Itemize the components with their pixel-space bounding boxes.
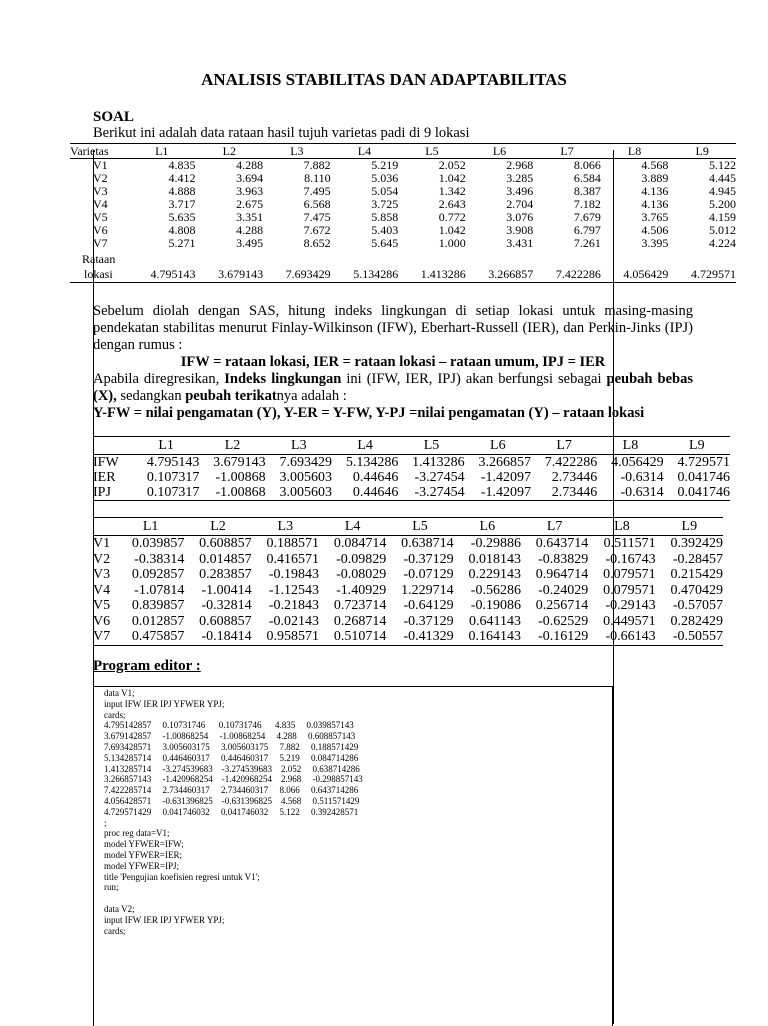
deviation-cell: 0.092857	[131, 567, 185, 582]
table-cell: 3.889	[641, 171, 669, 185]
deviation-header-l4: L4	[319, 518, 386, 536]
table-cell: 2.675	[236, 197, 264, 211]
deviation-cell: 0.470429	[670, 582, 723, 598]
deviation-cell: 0.268714	[333, 613, 387, 629]
mean-value: 4.795143	[128, 266, 196, 283]
index-header-l9: L9	[664, 437, 730, 455]
deviation-cell: 0.449571	[603, 613, 656, 629]
table-cell: 7.882	[303, 158, 331, 172]
deviation-cell: -0.16129	[521, 629, 588, 645]
deviation-cell: 0.723714	[333, 598, 387, 613]
table-cell: 2.643	[438, 197, 466, 211]
index-label: IER	[93, 470, 116, 485]
table-cell: 7.495	[303, 184, 331, 198]
table-cell: 8.066	[573, 158, 601, 172]
mean-value: 4.056429	[601, 266, 669, 283]
index-cell: 3.679143	[213, 455, 266, 470]
deviation-cell: 0.641143	[468, 613, 521, 629]
index-row	[93, 455, 730, 471]
deviation-cell: 0.039857	[131, 536, 185, 551]
deviation-cell: 0.608857	[199, 613, 252, 629]
deviation-cell: 0.012857	[131, 613, 185, 629]
variety-label: V7	[93, 629, 117, 645]
table-cell: 1.042	[438, 171, 466, 185]
variety-label: V1	[93, 536, 111, 551]
index-cell: -0.6314	[597, 485, 663, 501]
table-cell: 5.403	[371, 223, 399, 237]
mean-value: 3.679143	[196, 266, 264, 283]
table-cell: 4.159	[709, 210, 736, 224]
deviation-table	[93, 517, 723, 646]
deviation-cell: -0.29886	[470, 536, 521, 551]
empty-cell	[398, 250, 466, 266]
mean-row	[70, 266, 736, 283]
table-cell: 3.431	[506, 236, 534, 250]
table-cell: 7.261	[573, 236, 601, 250]
index-cell: -1.00868	[215, 470, 266, 485]
deviation-header-l6: L6	[454, 518, 521, 536]
mean-value: 7.693429	[263, 266, 331, 283]
p2-part-c: ini (IFW, IER, IPJ) akan berfungsi sebagai	[341, 371, 607, 387]
table-cell: 3.496	[506, 184, 534, 198]
index-cell: 0.041746	[677, 470, 730, 485]
soal-heading: SOAL	[93, 109, 134, 125]
mean-value: 4.729571	[668, 266, 736, 283]
deviation-table-header	[93, 518, 723, 536]
table-cell: 8.652	[303, 236, 331, 250]
deviation-cell: -0.41329	[386, 629, 453, 645]
deviation-cell: -1.07814	[134, 582, 185, 598]
table-cell: 4.568	[641, 158, 669, 172]
deviation-cell: 0.164143	[454, 629, 521, 645]
deviation-cell: 0.079571	[603, 567, 656, 582]
index-table	[93, 436, 730, 501]
variety-label: V6	[93, 613, 111, 629]
deviation-cell: -0.56286	[470, 582, 521, 598]
deviation-cell: 0.475857	[117, 629, 184, 645]
explanation-paragraph-2	[93, 371, 693, 405]
empty-cell	[601, 250, 669, 266]
deviation-cell: 0.215429	[670, 567, 723, 582]
table-cell: 5.036	[371, 171, 399, 185]
table-cell: 1.342	[438, 184, 466, 198]
deviation-cell: 0.958571	[252, 629, 319, 645]
intro-text: Berikut ini adalah data rataan hasil tujuh varietas padi di 9 lokasi	[93, 125, 470, 141]
mean-label-line-2: lokasi	[70, 266, 128, 283]
deviation-cell: 1.229714	[401, 582, 454, 598]
header-l4: L4	[331, 144, 399, 159]
deviation-row	[93, 583, 723, 599]
index-cell: 4.729571	[677, 455, 730, 470]
variety-label: V3	[93, 184, 108, 198]
index-cell: 2.73446	[531, 485, 597, 501]
table-cell: 6.584	[573, 171, 601, 185]
index-cell: 3.266857	[478, 455, 531, 470]
table-cell: 2.704	[506, 197, 534, 211]
header-l7: L7	[533, 144, 601, 159]
index-cell: -3.27454	[398, 485, 464, 501]
variety-label: V1	[93, 158, 108, 172]
table-cell: 4.888	[168, 184, 196, 198]
index-cell: 3.005603	[266, 485, 332, 501]
deviation-cell: 0.964714	[535, 567, 589, 582]
explanation-paragraph-1: Sebelum diolah dengan SAS, hitung indeks lingkungan di setiap lokasi untuk masing-masing pendekatan stabilitas menurut Finlay-Wilkinson (IFW), Eberhart-Russell (IER), dan Perkin-Jinks (IPJ) dengan rumus :	[93, 303, 693, 353]
table-cell: 7.475	[303, 210, 331, 224]
table-row	[70, 237, 736, 250]
deviation-cell: 0.511571	[603, 536, 656, 551]
deviation-row	[93, 536, 723, 552]
table-cell: 3.395	[641, 236, 669, 250]
variety-label: V4	[93, 582, 111, 598]
index-cell: 0.44646	[352, 470, 399, 485]
deviation-cell: 0.018143	[468, 551, 521, 567]
table-cell: 1.042	[438, 223, 466, 237]
table-cell: 4.136	[641, 184, 669, 198]
index-table-body	[93, 455, 730, 501]
p2-part-e: sedangkan	[116, 388, 186, 404]
deviation-header-l9: L9	[656, 518, 723, 536]
table-cell: 6.797	[573, 223, 601, 237]
index-header-blank	[93, 437, 133, 455]
index-cell: -1.42097	[480, 470, 531, 485]
variety-label: V6	[93, 223, 108, 237]
empty-cell	[668, 250, 736, 266]
table-cell: 4.945	[709, 184, 736, 198]
deviation-cell: 0.079571	[603, 582, 656, 598]
table-cell: 4.808	[168, 223, 196, 237]
table-cell: 5.219	[371, 158, 399, 172]
empty-cell	[533, 250, 601, 266]
table-cell: 4.288	[236, 158, 264, 172]
table-cell: 4.506	[641, 223, 669, 237]
deviation-cell: -0.07129	[403, 567, 454, 582]
deviation-cell: 0.283857	[199, 567, 252, 582]
table-cell: 3.725	[371, 197, 399, 211]
deviation-cell: 0.188571	[266, 536, 319, 551]
table-cell: 5.271	[168, 236, 196, 250]
deviation-row	[93, 614, 723, 630]
index-label: IPJ	[93, 485, 133, 501]
table-cell: 8.110	[304, 171, 331, 185]
deviation-cell: -1.40929	[336, 582, 387, 598]
index-header-l4: L4	[332, 437, 398, 455]
deviation-cell: 0.643714	[535, 536, 589, 551]
deviation-cell: -0.57057	[672, 598, 723, 613]
deviation-header-l7: L7	[521, 518, 588, 536]
index-cell: 1.413286	[412, 455, 465, 470]
deviation-cell: -0.28457	[672, 551, 723, 567]
table-cell: 7.182	[573, 197, 601, 211]
deviation-cell: 0.510714	[319, 629, 386, 645]
table-cell: 3.765	[641, 210, 669, 224]
deviation-cell: 0.608857	[199, 536, 252, 551]
deviation-cell: 0.416571	[266, 551, 319, 567]
header-l1: L1	[128, 144, 196, 159]
program-editor-heading: Program editor :	[93, 658, 201, 674]
deviation-cell: 0.229143	[468, 567, 521, 582]
index-label: IFW	[93, 455, 119, 470]
index-header-l2: L2	[199, 437, 265, 455]
deviation-cell: -0.02143	[268, 613, 319, 629]
table-cell: 2.968	[506, 158, 534, 172]
table-cell: 3.717	[168, 197, 196, 211]
deviation-cell: -0.19843	[268, 567, 319, 582]
deviation-cell: -0.29143	[605, 598, 656, 613]
deviation-cell: -0.37129	[403, 551, 454, 567]
deviation-cell: -1.00414	[201, 582, 252, 598]
header-l5: L5	[398, 144, 466, 159]
deviation-cell: 0.256714	[535, 598, 589, 613]
deviation-cell: -0.18414	[184, 629, 251, 645]
table-cell: 4.288	[236, 223, 264, 237]
deviation-header-l3: L3	[252, 518, 319, 536]
mean-value: 5.134286	[331, 266, 399, 283]
deviation-cell: -0.24029	[538, 582, 589, 598]
table-cell: 4.412	[168, 171, 196, 185]
index-cell: 0.107317	[146, 470, 200, 485]
index-cell: 0.44646	[332, 485, 398, 501]
deviation-cell: -0.38314	[134, 551, 185, 567]
header-l2: L2	[196, 144, 264, 159]
variety-label: V7	[93, 236, 108, 250]
table-cell: 5.858	[371, 210, 399, 224]
yield-table	[70, 143, 736, 283]
deviation-row	[93, 552, 723, 568]
deviation-cell: -0.50557	[656, 629, 723, 645]
deviation-cell: 0.084714	[333, 536, 387, 551]
index-cell: 7.693429	[279, 455, 332, 470]
table-cell: 5.645	[371, 236, 399, 250]
deviation-cell: 0.839857	[131, 598, 185, 613]
deviation-header-l8: L8	[588, 518, 655, 536]
deviation-cell: -0.62529	[538, 613, 589, 629]
index-header-l5: L5	[398, 437, 464, 455]
deviation-cell: -0.64129	[403, 598, 454, 613]
deviation-header-l5: L5	[386, 518, 453, 536]
deviation-cell: -0.37129	[403, 613, 454, 629]
table-cell: 5.635	[168, 210, 196, 224]
header-l6: L6	[466, 144, 534, 159]
index-cell: 7.422286	[544, 455, 598, 470]
mean-value: 7.422286	[533, 266, 601, 283]
empty-cell	[263, 250, 331, 266]
deviation-header-blank	[93, 518, 117, 536]
table-cell: 0.772	[438, 210, 466, 224]
p2-bold-d: peubah bebas (X),	[93, 371, 693, 404]
table-cell: 4.224	[709, 236, 736, 250]
index-header-l3: L3	[266, 437, 332, 455]
table-cell: 3.694	[236, 171, 264, 185]
deviation-cell: -0.66143	[588, 629, 655, 645]
deviation-cell: 0.014857	[199, 551, 252, 567]
index-header-l8: L8	[597, 437, 663, 455]
deviation-header-l1: L1	[117, 518, 184, 536]
index-cell: -0.6314	[620, 470, 664, 485]
index-cell: 4.056429	[611, 455, 664, 470]
mean-label-row	[70, 250, 736, 266]
yield-table-body	[70, 159, 736, 283]
index-header-l1: L1	[133, 437, 199, 455]
index-row	[93, 470, 730, 485]
table-cell: 3.963	[236, 184, 264, 198]
variety-label: V5	[93, 598, 111, 613]
deviation-cell: -0.08029	[336, 567, 387, 582]
table-cell: 3.495	[236, 236, 264, 250]
empty-cell	[128, 250, 196, 266]
table-cell: 7.672	[303, 223, 331, 237]
table-cell: 5.012	[709, 223, 736, 237]
mean-label-line-1: Rataan	[82, 252, 116, 266]
deviation-cell: 0.392429	[670, 536, 723, 551]
deviation-cell: -0.09829	[336, 551, 387, 567]
header-l9: L9	[668, 144, 736, 159]
yield-table-header	[70, 144, 736, 159]
explanation-text	[93, 303, 693, 422]
document-title: ANALISIS STABILITAS DAN ADAPTABILITAS	[201, 70, 567, 89]
table-cell: 3.076	[506, 210, 534, 224]
deviation-cell: -1.12543	[268, 582, 319, 598]
table-cell: 8.387	[573, 184, 601, 198]
variety-label: V5	[93, 210, 108, 224]
variety-label: V2	[93, 551, 111, 567]
header-l3: L3	[263, 144, 331, 159]
table-cell: 4.136	[641, 197, 669, 211]
table-row	[70, 159, 736, 173]
index-row	[93, 485, 730, 501]
table-cell: 3.285	[506, 171, 534, 185]
variety-label: V3	[93, 567, 111, 582]
deviation-cell: -0.19086	[470, 598, 521, 613]
empty-cell	[331, 250, 399, 266]
table-cell: 5.200	[709, 197, 736, 211]
index-header-l6: L6	[465, 437, 531, 455]
index-cell: 5.134286	[345, 455, 399, 470]
deviation-row	[93, 598, 723, 614]
index-cell: 2.73446	[551, 470, 598, 485]
table-cell: 7.679	[573, 210, 601, 224]
deviation-cell: -0.32814	[201, 598, 252, 613]
table-cell: 3.908	[506, 223, 534, 237]
table-cell: 1.000	[438, 236, 466, 250]
deviation-cell: -0.21843	[268, 598, 319, 613]
table-cell: 5.054	[371, 184, 399, 198]
p2-part-g: nya adalah :	[276, 388, 347, 404]
index-cell: -1.42097	[465, 485, 531, 501]
header-varietas: Varietas	[70, 144, 128, 159]
empty-cell	[466, 250, 534, 266]
mean-value: 1.413286	[398, 266, 466, 283]
index-cell: 4.795143	[146, 455, 200, 470]
p2-bold-b: Indeks lingkungan	[224, 371, 342, 387]
deviation-cell: 0.282429	[670, 613, 723, 629]
index-cell: -3.27454	[414, 470, 465, 485]
index-header-l7: L7	[531, 437, 597, 455]
table-cell: 6.568	[303, 197, 331, 211]
index-cell: 0.107317	[133, 485, 199, 501]
dependent-variable-line: Y-FW = nilai pengamatan (Y), Y-ER = Y-FW, Y-PJ =nilai pengamatan (Y) – rataan lokasi	[93, 405, 645, 421]
index-cell: 0.041746	[664, 485, 730, 501]
index-table-header	[93, 437, 730, 455]
deviation-cell: -0.83829	[538, 551, 589, 567]
deviation-row	[93, 567, 723, 583]
deviation-table-body	[93, 536, 723, 646]
header-l8: L8	[601, 144, 669, 159]
deviation-header-l2: L2	[184, 518, 251, 536]
variety-label: V4	[93, 197, 108, 211]
table-cell: 4.835	[168, 158, 196, 172]
variety-label: V2	[93, 171, 108, 185]
formula-line: IFW = rataan lokasi, IER = rataan lokasi – rataan umum, IPJ = IER	[180, 354, 606, 370]
deviation-cell: 0.638714	[401, 536, 454, 551]
empty-cell	[196, 250, 264, 266]
p2-bold-f: peubah terikat	[185, 388, 277, 404]
table-cell: 5.122	[709, 158, 736, 172]
index-cell: -1.00868	[199, 485, 265, 501]
deviation-cell: -0.16743	[605, 551, 656, 567]
deviation-row	[93, 629, 723, 645]
p2-part-a: Apabila diregresikan,	[93, 371, 225, 387]
table-cell: 4.445	[709, 171, 736, 185]
mean-value: 3.266857	[466, 266, 534, 283]
sas-code: data V1; input IFW IER IPJ YFWER YPJ; cards; 4.795142857 0.10731746 0.10731746 4.835 0.039857143 3.679142857 -1.00868254 -1.00868254 4.288 0.608857143 7.693428571 3.005603175 3.005603175 7.882 0.188571429 5.134285714 0.446460317 0.446460317 5.219 0.084714286 1.413285714 -3.274539683 -3.274539683 2.052 0.638714286 3.266857143 -1.420968254 -1.420968254 2.968 -0.298857143 7.422285714 2.734460317 2.734460317 8.066 0.643714286 4.056428571 -0.631396825 -0.631396825 4.568 0.511571429 4.729571429 0.041746032 0.041746032 5.122 0.392428571 ; proc reg data=V1; model YFWER=IFW; model YFWER=IER; model YFWER=IPJ; title 'Pengujian koefisien regresi untuk V1'; run; data V2; input IFW IER IPJ YFWER YPJ; cards;	[104, 688, 363, 936]
table-cell: 3.351	[236, 210, 264, 224]
table-cell: 2.052	[438, 158, 466, 172]
index-cell: 3.005603	[279, 470, 332, 485]
